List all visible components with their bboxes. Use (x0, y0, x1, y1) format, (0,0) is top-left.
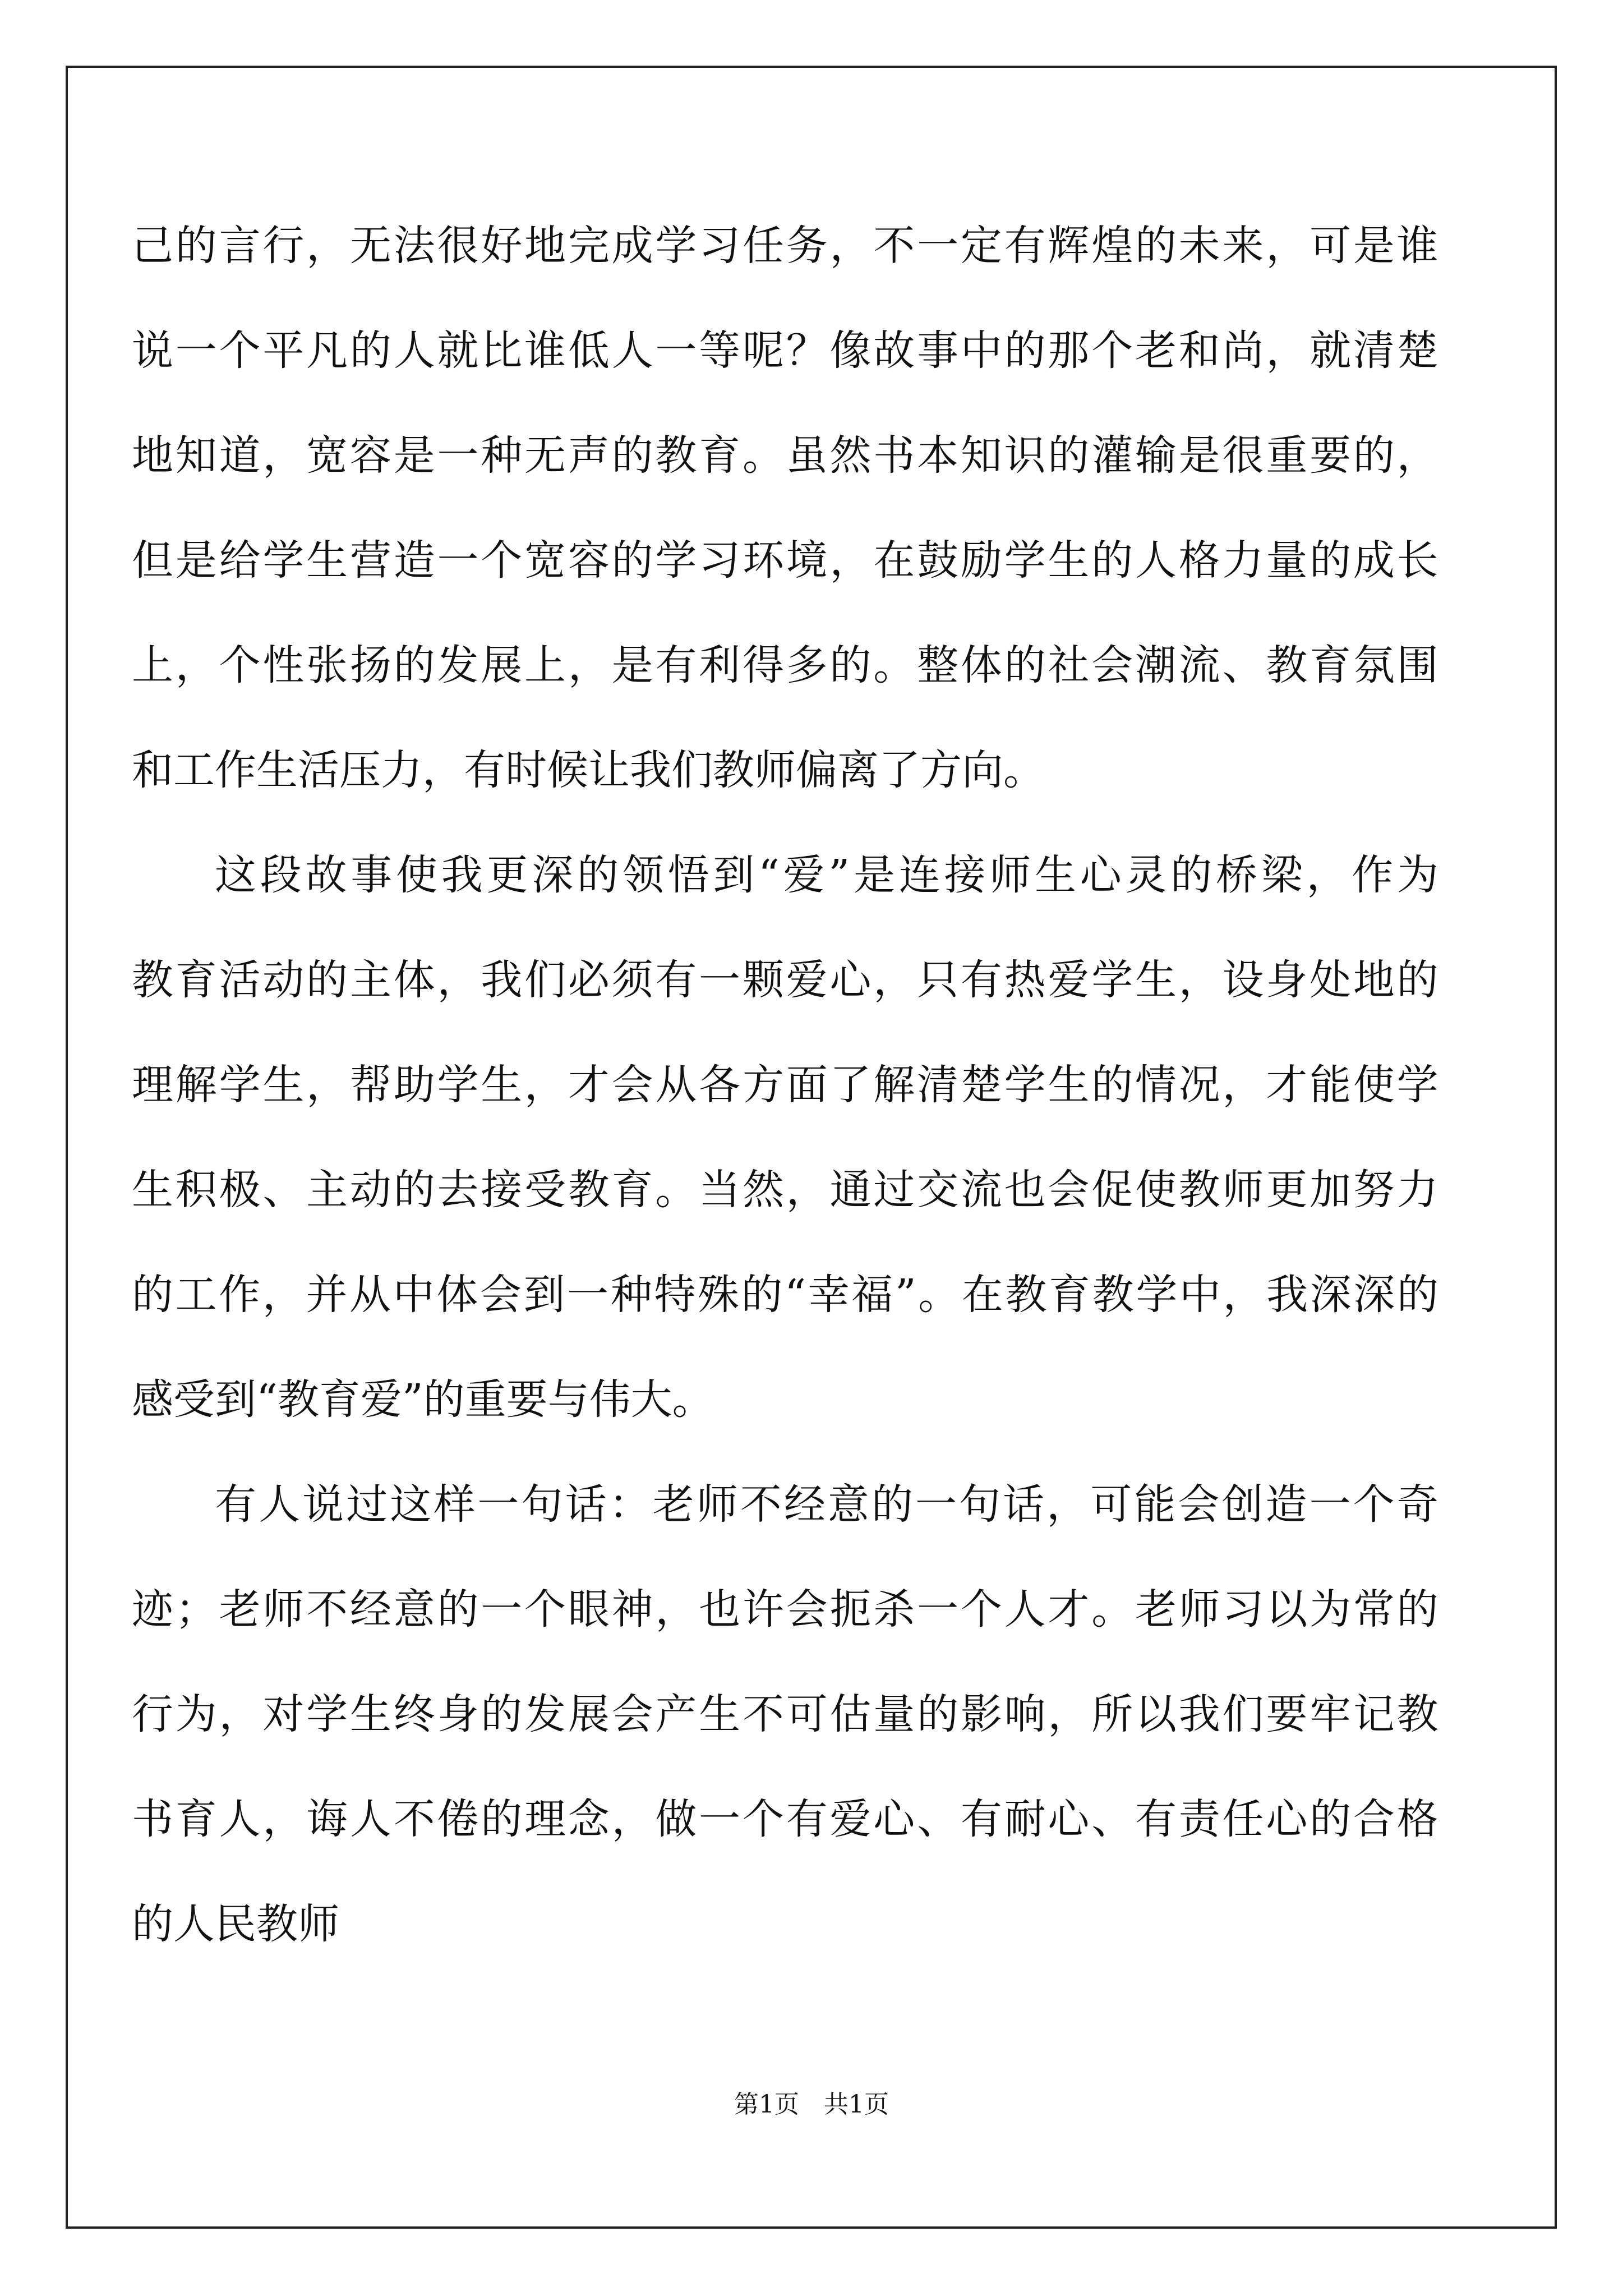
paragraph-1-line: 说 一 个 平 凡 的 人 就 比 谁 低 人 一 等 呢 ？ 像 故 事 中 的 那 个 老 和 尚 ， 就 清 楚 (132, 326, 1438, 375)
paragraph-2-line: 这 段 故 事 使 我 更 深 的 领 悟 到 “ 爱 ” 是 连 接 师 生 心 灵 的 桥 梁 ， 作 为 (215, 851, 1438, 899)
paragraph-3-line: 迹 ； 老 师 不 经 意 的 一 个 眼 神 ， 也 许 会 扼 杀 一 个 人 才 。 老 师 习 以 为 常 的 (132, 1585, 1438, 1634)
paragraph-1-line: 但 是 给 学 生 营 造 一 个 宽 容 的 学 习 环 境 ， 在 鼓 励 学 生 的 人 格 力 量 的 成 长 (132, 536, 1438, 585)
paragraph-1-line: 和工作生活压力，有时候让我们教师偏离了方向。 (132, 746, 1045, 794)
paragraph-1-line: 上 ， 个 性 张 扬 的 发 展 上 ， 是 有 利 得 多 的 。 整 体 的 社 会 潮 流 、 教 育 氛 围 (132, 641, 1438, 689)
paragraph-2-line: 理 解 学 生 ， 帮 助 学 生 ， 才 会 从 各 方 面 了 解 清 楚 学 生 的 情 况 ， 才 能 使 学 (132, 1061, 1438, 1109)
paragraph-1-line: 地 知 道 ， 宽 容 是 一 种 无 声 的 教 育 。 虽 然 书 本 知 识 的 灌 输 是 很 重 要 的 ， (132, 431, 1438, 480)
paragraph-2-line: 的 工 作 ， 并 从 中 体 会 到 一 种 特 殊 的 “ 幸 福 ” 。 在 教 育 教 学 中 ， 我 深 深 的 (132, 1271, 1438, 1319)
paragraph-3-line: 书 育 人 ， 诲 人 不 倦 的 理 念 ， 做 一 个 有 爱 心 、 有 耐 心 、 有 责 任 心 的 合 格 (132, 1795, 1438, 1843)
paragraph-2-line: 教 育 活 动 的 主 体 ， 我 们 必 须 有 一 颗 爱 心 ， 只 有 热 爱 学 生 ， 设 身 处 地 的 (132, 956, 1438, 1004)
paragraph-3-line: 的人民教师 (132, 1900, 339, 1948)
paragraph-1-line: 己 的 言 行 ， 无 法 很 好 地 完 成 学 习 任 务 ， 不 一 定 有 辉 煌 的 未 来 ， 可 是 谁 (132, 222, 1438, 270)
paragraph-3-line: 行 为 ， 对 学 生 终 身 的 发 展 会 产 生 不 可 估 量 的 影 响 ， 所 以 我 们 要 牢 记 教 (132, 1690, 1438, 1738)
paragraph-2-line: 感受到“教育爱”的重要与伟大。 (132, 1375, 714, 1424)
paragraph-3-line: 有 人 说 过 这 样 一 句 话 ： 老 师 不 经 意 的 一 句 话 ， 可 能 会 创 造 一 个 奇 (215, 1480, 1438, 1529)
page-footer: 第1页 共1页 (734, 2090, 889, 2119)
document-body (132, 194, 1438, 1977)
paragraph-2-line: 生 积 极 、 主 动 的 去 接 受 教 育 。 当 然 ， 通 过 交 流 也 会 促 使 教 师 更 加 努 力 (132, 1166, 1438, 1214)
